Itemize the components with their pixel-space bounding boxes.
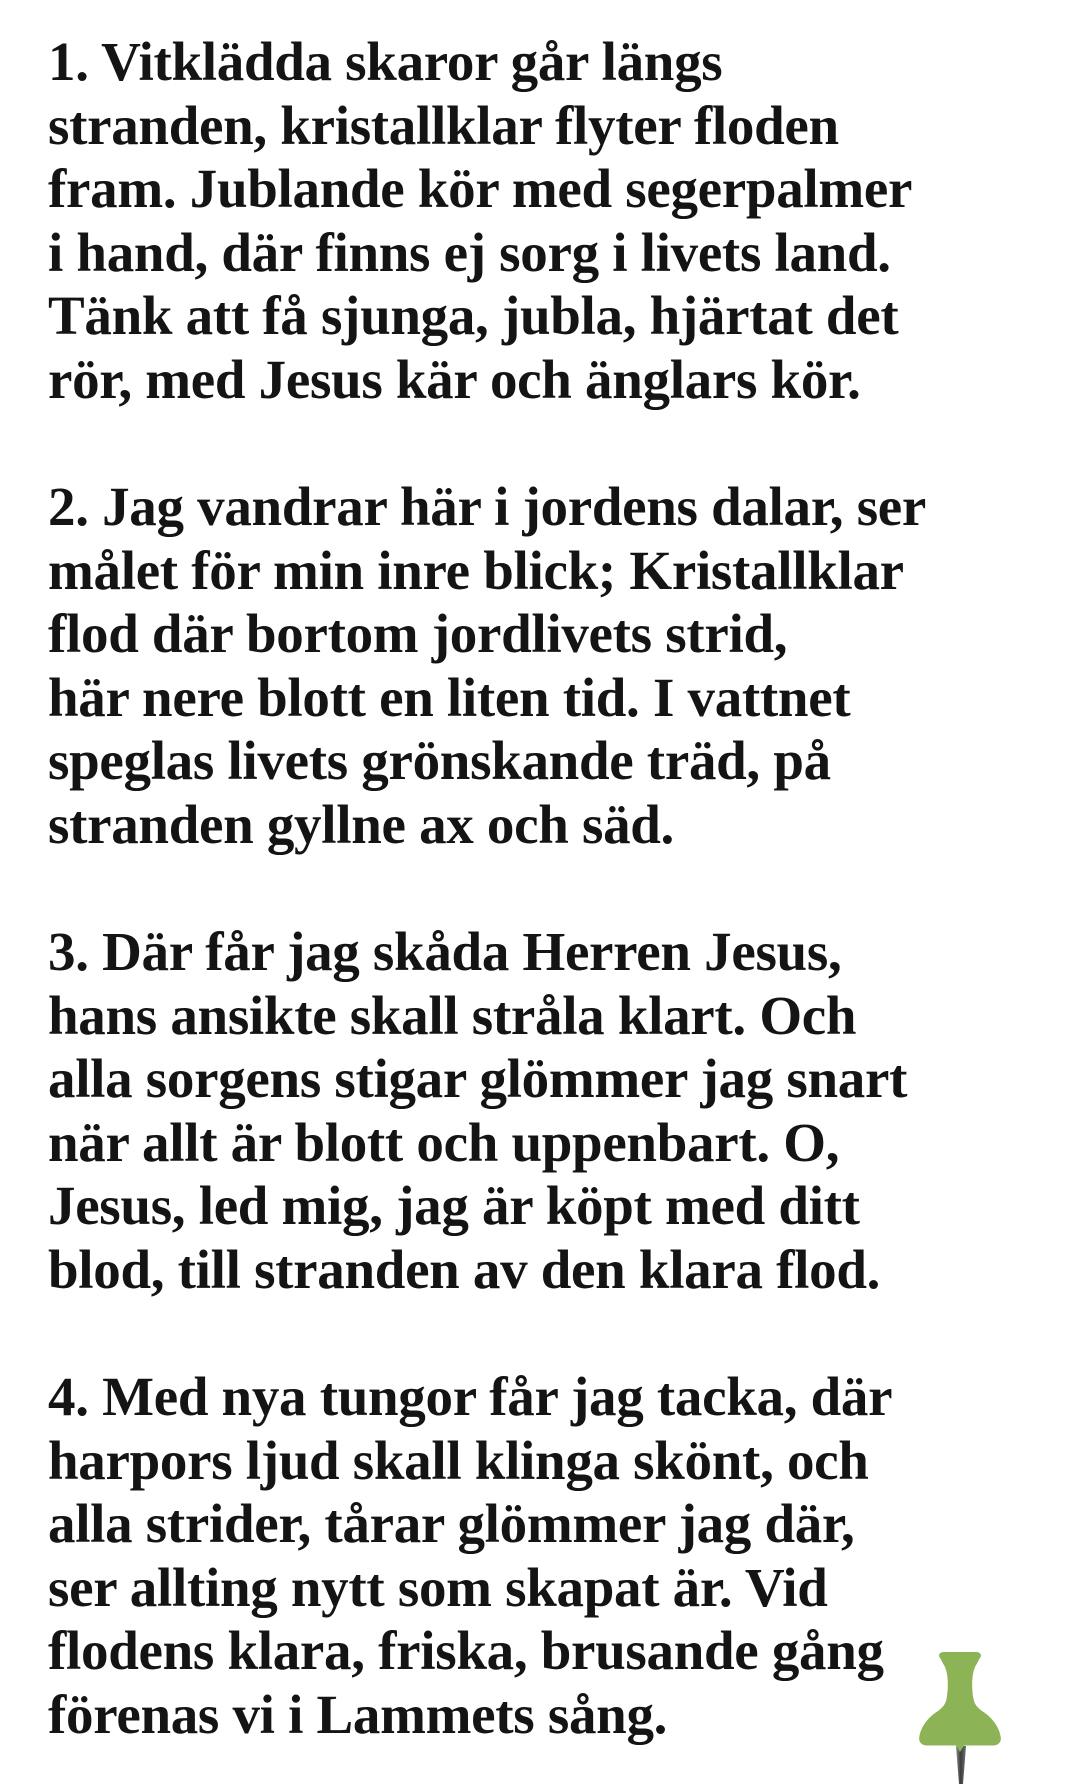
pushpin-needle (956, 1746, 966, 1784)
verse-1 (48, 30, 1050, 411)
verse-line: hans ansikte skall stråla klart. Och (48, 984, 857, 1046)
verse-line: flod där bortom jordlivets strid, (48, 603, 788, 664)
verse-line: blod, till stranden av den klara flod. (48, 1238, 881, 1300)
verse-3 (48, 920, 1050, 1301)
verse-line: speglas livets grönskande träd, på (48, 730, 831, 791)
verse-line: alla sorgens stigar glömmer jag snart (48, 1048, 908, 1109)
verse-line: fram. Jublande kör med segerpalmer (48, 158, 913, 219)
verse-line: harpors ljud skall klinga skönt, och (48, 1429, 869, 1491)
verse-line: förenas vi i Lammets sång. (48, 1683, 668, 1745)
verse-line: 3. Där får jag skåda Herren Jesus, (48, 921, 842, 982)
verse-line: i hand, där finns ej sorg i livets land. (48, 221, 891, 283)
verse-line: Jesus, led mig, jag är köpt med ditt (48, 1175, 860, 1236)
verse-line: 1. Vitklädda skaror går längs (48, 31, 723, 92)
pushpin-head (919, 1652, 1001, 1752)
verse-line: ser allting nytt som skapat är. Vid (48, 1556, 828, 1618)
verse-4 (48, 1365, 1050, 1746)
verse-line: alla strider, tårar glömmer jag där, (48, 1493, 855, 1554)
verse-2 (48, 475, 1050, 856)
verse-line: här nere blott en liten tid. I vattnet (48, 666, 851, 728)
verse-line: Tänk att få sjunga, jubla, hjärtat det (48, 285, 899, 346)
verse-line: flodens klara, friska, brusande gång (48, 1620, 884, 1681)
lyrics (48, 30, 1050, 1746)
verse-line: stranden gyllne ax och säd. (48, 793, 675, 855)
verse-line: stranden, kristallklar flyter floden (48, 94, 839, 156)
verse-line: 2. Jag vandrar här i jordens dalar, ser (48, 476, 927, 537)
verse-line: 4. Med nya tungor får jag tacka, där (48, 1366, 893, 1427)
verse-line: rör, med Jesus kär och änglars kör. (48, 348, 861, 410)
verse-line: när allt är blott och uppenbart. O, (48, 1111, 840, 1173)
pushpin-icon[interactable] (908, 1650, 1008, 1784)
verse-line: målet för min inre blick; Kristallklar (48, 539, 904, 601)
